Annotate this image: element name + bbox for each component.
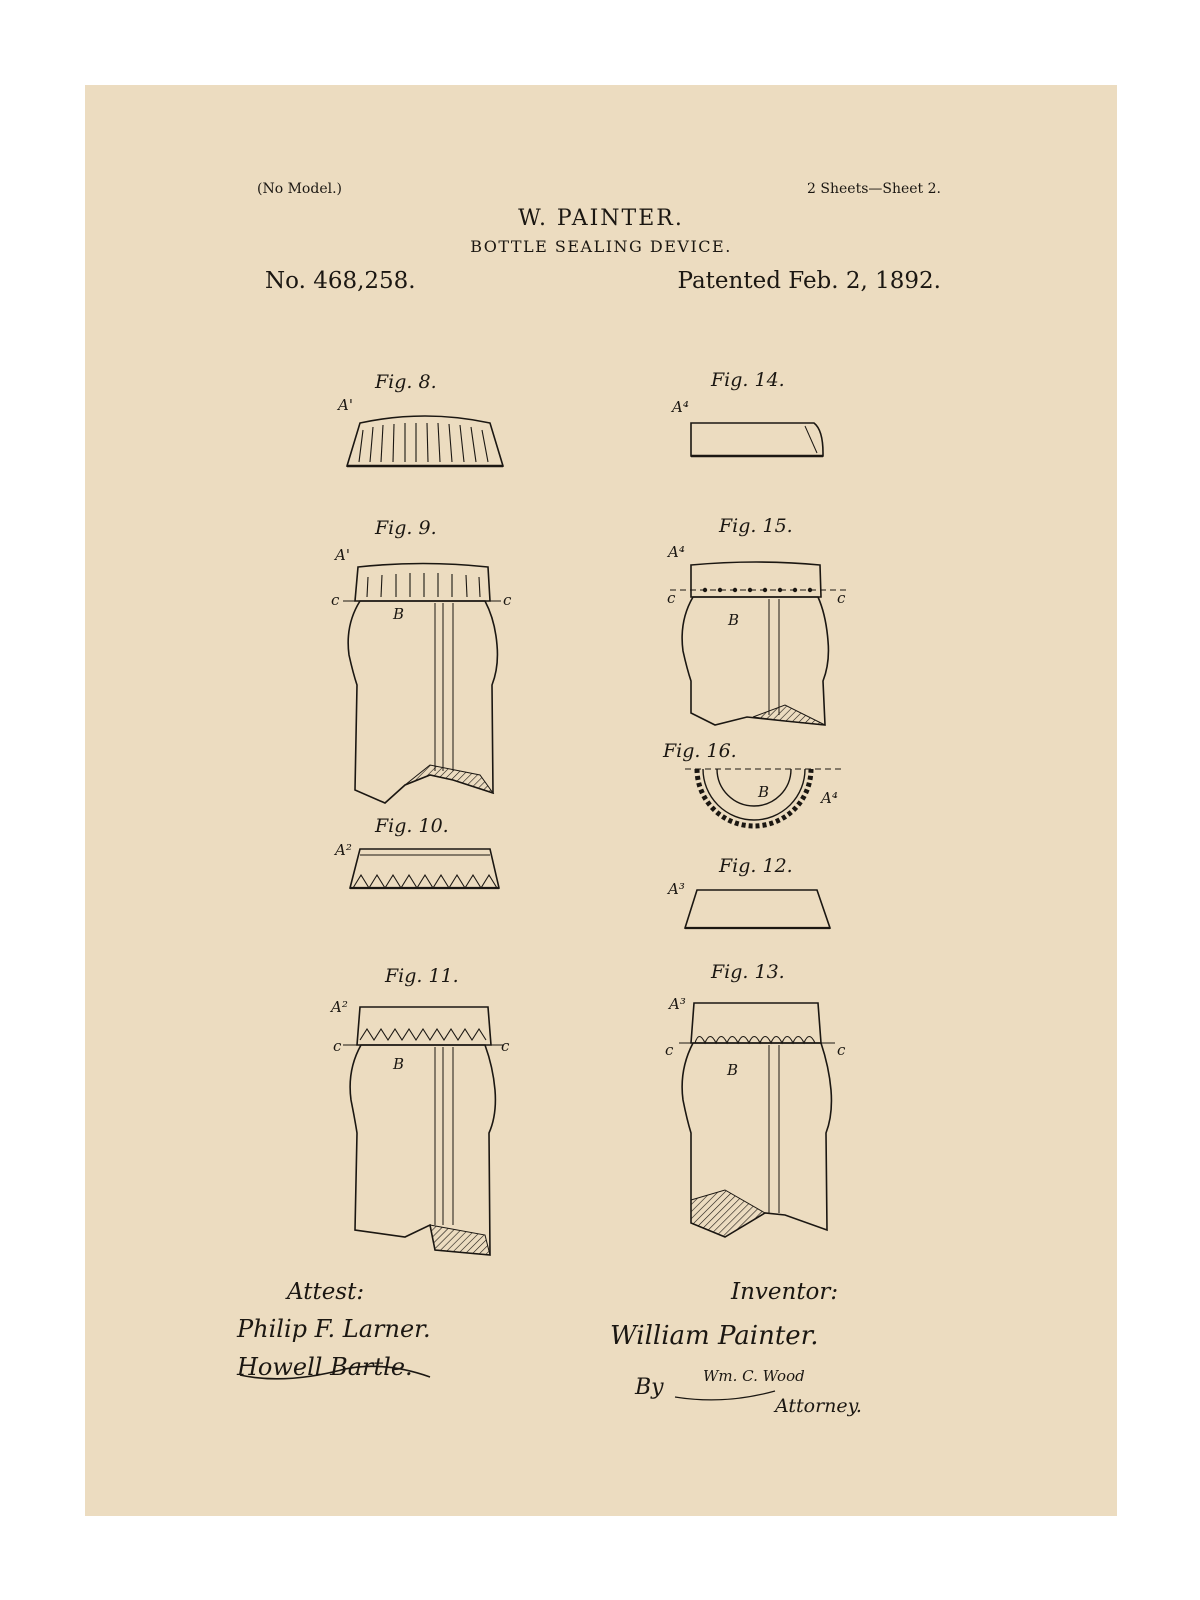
attest-label: Attest: xyxy=(287,1279,365,1305)
fig13-label: Fig. 13. xyxy=(711,961,785,983)
fig15-label: Fig. 15. xyxy=(719,515,793,537)
inventor-name: W. PAINTER. xyxy=(518,206,684,231)
fig14-disk-drawing xyxy=(691,423,823,456)
fig14-label: Fig. 14. xyxy=(711,369,785,391)
fig10-cap-drawing xyxy=(350,849,499,888)
inventor-label: Inventor: xyxy=(731,1279,839,1305)
model-note: (No Model.) xyxy=(257,181,342,197)
fig12-ref: A³ xyxy=(668,880,685,898)
fig15-ref-c-right: c xyxy=(837,589,846,607)
fig11-ref-b: B xyxy=(393,1055,405,1073)
witness-signature-1: Philip F. Larner. xyxy=(237,1315,431,1343)
patent-date: Patented Feb. 2, 1892. xyxy=(677,268,941,294)
fig15-ref-c-left: c xyxy=(667,589,676,607)
fig11-ref-c-right: c xyxy=(501,1037,510,1055)
fig13-ref-c-left: c xyxy=(665,1041,674,1059)
patent-drawings xyxy=(85,85,1117,1516)
fig10-label: Fig. 10. xyxy=(375,815,449,837)
patent-number: No. 468,258. xyxy=(265,268,416,294)
fig10-ref: A² xyxy=(335,841,352,859)
fig16-label: Fig. 16. xyxy=(663,740,737,762)
fig15-bottle-drawing xyxy=(670,562,850,725)
fig12-label: Fig. 12. xyxy=(719,855,793,877)
sheet-note: 2 Sheets—Sheet 2. xyxy=(807,181,941,197)
attorney-name: Wm. C. Wood xyxy=(703,1367,805,1385)
attorney-flourish xyxy=(675,1391,775,1400)
by-label: By xyxy=(635,1375,664,1400)
fig13-ref-c-right: c xyxy=(837,1041,846,1059)
attorney-label: Attorney. xyxy=(775,1395,862,1417)
fig11-bottle-drawing xyxy=(343,1007,503,1255)
patent-sheet xyxy=(85,85,1117,1516)
fig8-label: Fig. 8. xyxy=(375,371,437,393)
fig9-label: Fig. 9. xyxy=(375,517,437,539)
fig16-ref-b: B xyxy=(758,783,770,801)
inventor-signature: William Painter. xyxy=(610,1321,819,1351)
fig9-ref-b: B xyxy=(393,605,405,623)
device-title: BOTTLE SEALING DEVICE. xyxy=(470,237,732,256)
witness-signature-2: Howell Bartle. xyxy=(237,1353,413,1381)
fig12-cap-drawing xyxy=(685,890,830,928)
fig13-ref-cap: A³ xyxy=(669,995,686,1013)
fig9-ref-c-right: c xyxy=(503,591,512,609)
fig13-bottle-drawing xyxy=(679,1003,835,1237)
fig16-ref-a: A⁴ xyxy=(821,789,838,807)
fig9-ref-cap: A' xyxy=(335,546,350,564)
fig15-ref-cap: A⁴ xyxy=(668,543,685,561)
fig8-ref: A' xyxy=(338,396,353,414)
fig11-label: Fig. 11. xyxy=(385,965,459,987)
fig9-ref-c-left: c xyxy=(331,591,340,609)
fig13-ref-b: B xyxy=(727,1061,739,1079)
fig9-bottle-drawing xyxy=(343,564,501,804)
fig8-crown-cap-drawing xyxy=(347,416,503,466)
fig11-ref-cap: A² xyxy=(331,998,348,1016)
fig14-ref: A⁴ xyxy=(672,398,689,416)
fig11-ref-c-left: c xyxy=(333,1037,342,1055)
fig15-ref-b: B xyxy=(728,611,740,629)
